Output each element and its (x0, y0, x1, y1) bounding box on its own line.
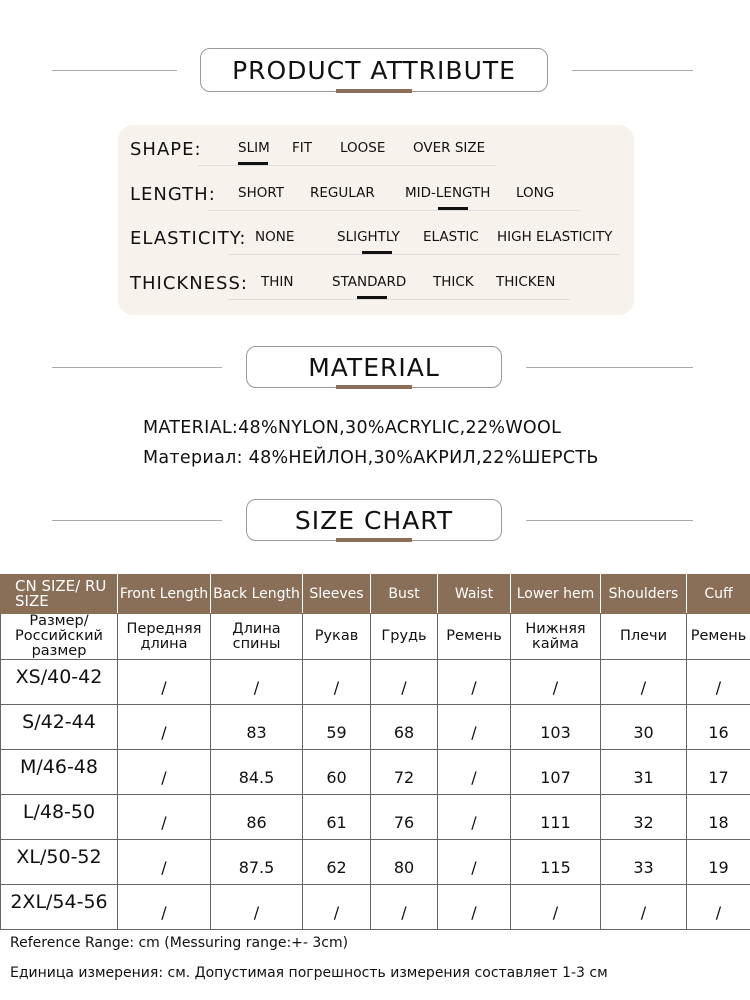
option-text: OVER SIZE (413, 140, 486, 156)
table-row (1, 795, 750, 840)
option-text: HIGH ELASTICITY (497, 229, 613, 245)
table-cell: Waist (438, 575, 511, 614)
divider (228, 254, 620, 255)
table-cell: / (118, 795, 211, 840)
option-text: SLIGHTLY (337, 229, 400, 245)
option-text: FIT (292, 140, 312, 156)
divider (526, 367, 693, 368)
table-cell: Длина спины (211, 614, 303, 660)
option-text: STANDARD (332, 274, 407, 290)
table-cell: 33 (601, 840, 687, 885)
table-cell: / (438, 705, 511, 750)
selected-indicator (362, 251, 392, 254)
attribute-option (423, 229, 479, 245)
table-cell: 68 (371, 705, 438, 750)
attribute-label: LENGTH: (130, 184, 216, 205)
table-cell: / (118, 840, 211, 885)
table-cell: 30 (601, 705, 687, 750)
table-cell: Back Length (211, 575, 303, 614)
divider (572, 70, 693, 71)
table-row (1, 660, 750, 705)
table-cell: 72 (371, 750, 438, 795)
attribute-option (261, 274, 293, 290)
table-cell: 18 (687, 795, 750, 840)
table-cell: / (438, 840, 511, 885)
table-cell: / (118, 705, 211, 750)
divider (208, 210, 580, 211)
table-cell: M/46-48 (1, 750, 118, 795)
attribute-row (130, 228, 630, 258)
product-attribute-title (200, 48, 548, 92)
table-cell: / (438, 795, 511, 840)
header-row-en (1, 575, 750, 614)
title-text: SIZE CHART (294, 505, 454, 535)
option-text: REGULAR (310, 185, 375, 201)
table-cell: / (118, 885, 211, 930)
table-cell: 107 (511, 750, 601, 795)
table-cell: / (303, 885, 371, 930)
table-cell: / (601, 885, 687, 930)
table-cell: L/48-50 (1, 795, 118, 840)
table-cell: Рукав (303, 614, 371, 660)
attribute-row (130, 139, 630, 169)
attribute-label: ELASTICITY: (130, 228, 247, 249)
selected-indicator (238, 162, 268, 165)
table-cell: Нижняя кайма (511, 614, 601, 660)
table-cell: / (511, 660, 601, 705)
table-cell: 86 (211, 795, 303, 840)
table-cell: 76 (371, 795, 438, 840)
table-cell: 31 (601, 750, 687, 795)
table-cell: Sleeves (303, 575, 371, 614)
attribute-row (130, 184, 630, 214)
material-ru: Материал: 48%НЕЙЛОН,30%АКРИЛ,22%ШЕРСТЬ (143, 448, 599, 468)
table-cell: 84.5 (211, 750, 303, 795)
table-cell: 80 (371, 840, 438, 885)
attribute-label: SHAPE: (130, 139, 202, 160)
attribute-label: THICKNESS: (130, 273, 248, 294)
table-cell: Размер/ Российский размер (1, 614, 118, 660)
attribute-option (413, 140, 485, 156)
table-cell: 83 (211, 705, 303, 750)
attribute-panel (118, 125, 634, 315)
title-text: MATERIAL (308, 352, 440, 382)
table-row (1, 840, 750, 885)
size-table (0, 574, 750, 930)
option-text: SHORT (238, 185, 284, 201)
table-cell: / (438, 660, 511, 705)
table-cell: / (211, 660, 303, 705)
divider (52, 520, 222, 521)
attribute-option (405, 185, 490, 201)
table-cell: XL/50-52 (1, 840, 118, 885)
attribute-option (496, 274, 555, 290)
option-text: ELASTIC (423, 229, 479, 245)
table-cell: S/42-44 (1, 705, 118, 750)
table-cell: 16 (687, 705, 750, 750)
divider (228, 299, 570, 300)
option-text: LONG (516, 185, 555, 201)
table-cell: / (303, 660, 371, 705)
attribute-option (332, 274, 406, 290)
table-cell: / (687, 660, 750, 705)
table-cell: 2XL/54-56 (1, 885, 118, 930)
table-cell: Front Length (118, 575, 211, 614)
option-text: LOOSE (340, 140, 386, 156)
attribute-option (516, 185, 554, 201)
footer-ru: Единица измерения: см. Допустимая погрешность измерения составляет 1-3 см (10, 965, 608, 981)
table-cell: / (371, 885, 438, 930)
title-text: PRODUCT ATTRIBUTE (232, 55, 516, 85)
divider (52, 367, 222, 368)
table-cell: Shoulders (601, 575, 687, 614)
table-cell: Lower hem (511, 575, 601, 614)
attribute-option (238, 185, 284, 201)
attribute-option (310, 185, 375, 201)
divider (52, 70, 177, 71)
selected-indicator (357, 296, 387, 299)
table-cell: 62 (303, 840, 371, 885)
table-cell: XS/40-42 (1, 660, 118, 705)
table-cell: 111 (511, 795, 601, 840)
table-cell: 115 (511, 840, 601, 885)
table-cell: Плечи (601, 614, 687, 660)
footer-en: Reference Range: cm (Messuring range:+- 3cm) (10, 935, 349, 951)
header-row-ru (1, 614, 750, 660)
table-cell: 61 (303, 795, 371, 840)
material-title (246, 346, 502, 388)
attribute-option (497, 229, 612, 245)
table-cell: Ремень (687, 614, 750, 660)
table-cell: 60 (303, 750, 371, 795)
selected-indicator (438, 207, 468, 210)
size-chart-title (246, 499, 502, 541)
option-text: THICK (433, 274, 474, 290)
attribute-row (130, 273, 630, 303)
divider (198, 165, 496, 166)
table-cell: / (371, 660, 438, 705)
table-row (1, 885, 750, 930)
table-cell: / (118, 750, 211, 795)
material-en: MATERIAL:48%NYLON,30%ACRYLIC,22%WOOL (143, 418, 562, 438)
table-cell: / (438, 885, 511, 930)
divider (526, 520, 693, 521)
option-text: SLIM (238, 140, 270, 156)
option-text: THIN (261, 274, 294, 290)
table-cell: CN SIZE/ RU SIZE (1, 575, 118, 614)
table-cell: Bust (371, 575, 438, 614)
table-row (1, 705, 750, 750)
table-cell: / (601, 660, 687, 705)
table-cell: 32 (601, 795, 687, 840)
attribute-option (340, 140, 385, 156)
table-cell: / (687, 885, 750, 930)
table-cell: / (511, 885, 601, 930)
table-cell: Ремень (438, 614, 511, 660)
attribute-option (238, 140, 270, 156)
table-cell: 17 (687, 750, 750, 795)
attribute-option (255, 229, 294, 245)
table-cell: Cuff (687, 575, 750, 614)
option-text: NONE (255, 229, 295, 245)
table-cell: / (438, 750, 511, 795)
table-cell: 103 (511, 705, 601, 750)
attribute-option (292, 140, 312, 156)
option-text: THICKEN (496, 274, 556, 290)
table-cell: Грудь (371, 614, 438, 660)
attribute-option (433, 274, 474, 290)
table-cell: / (211, 885, 303, 930)
table-cell: 59 (303, 705, 371, 750)
table-cell: Передняя длина (118, 614, 211, 660)
attribute-option (337, 229, 400, 245)
option-text: MID-LENGTH (405, 185, 491, 201)
table-cell: / (118, 660, 211, 705)
table-row (1, 750, 750, 795)
table-cell: 19 (687, 840, 750, 885)
table-cell: 87.5 (211, 840, 303, 885)
